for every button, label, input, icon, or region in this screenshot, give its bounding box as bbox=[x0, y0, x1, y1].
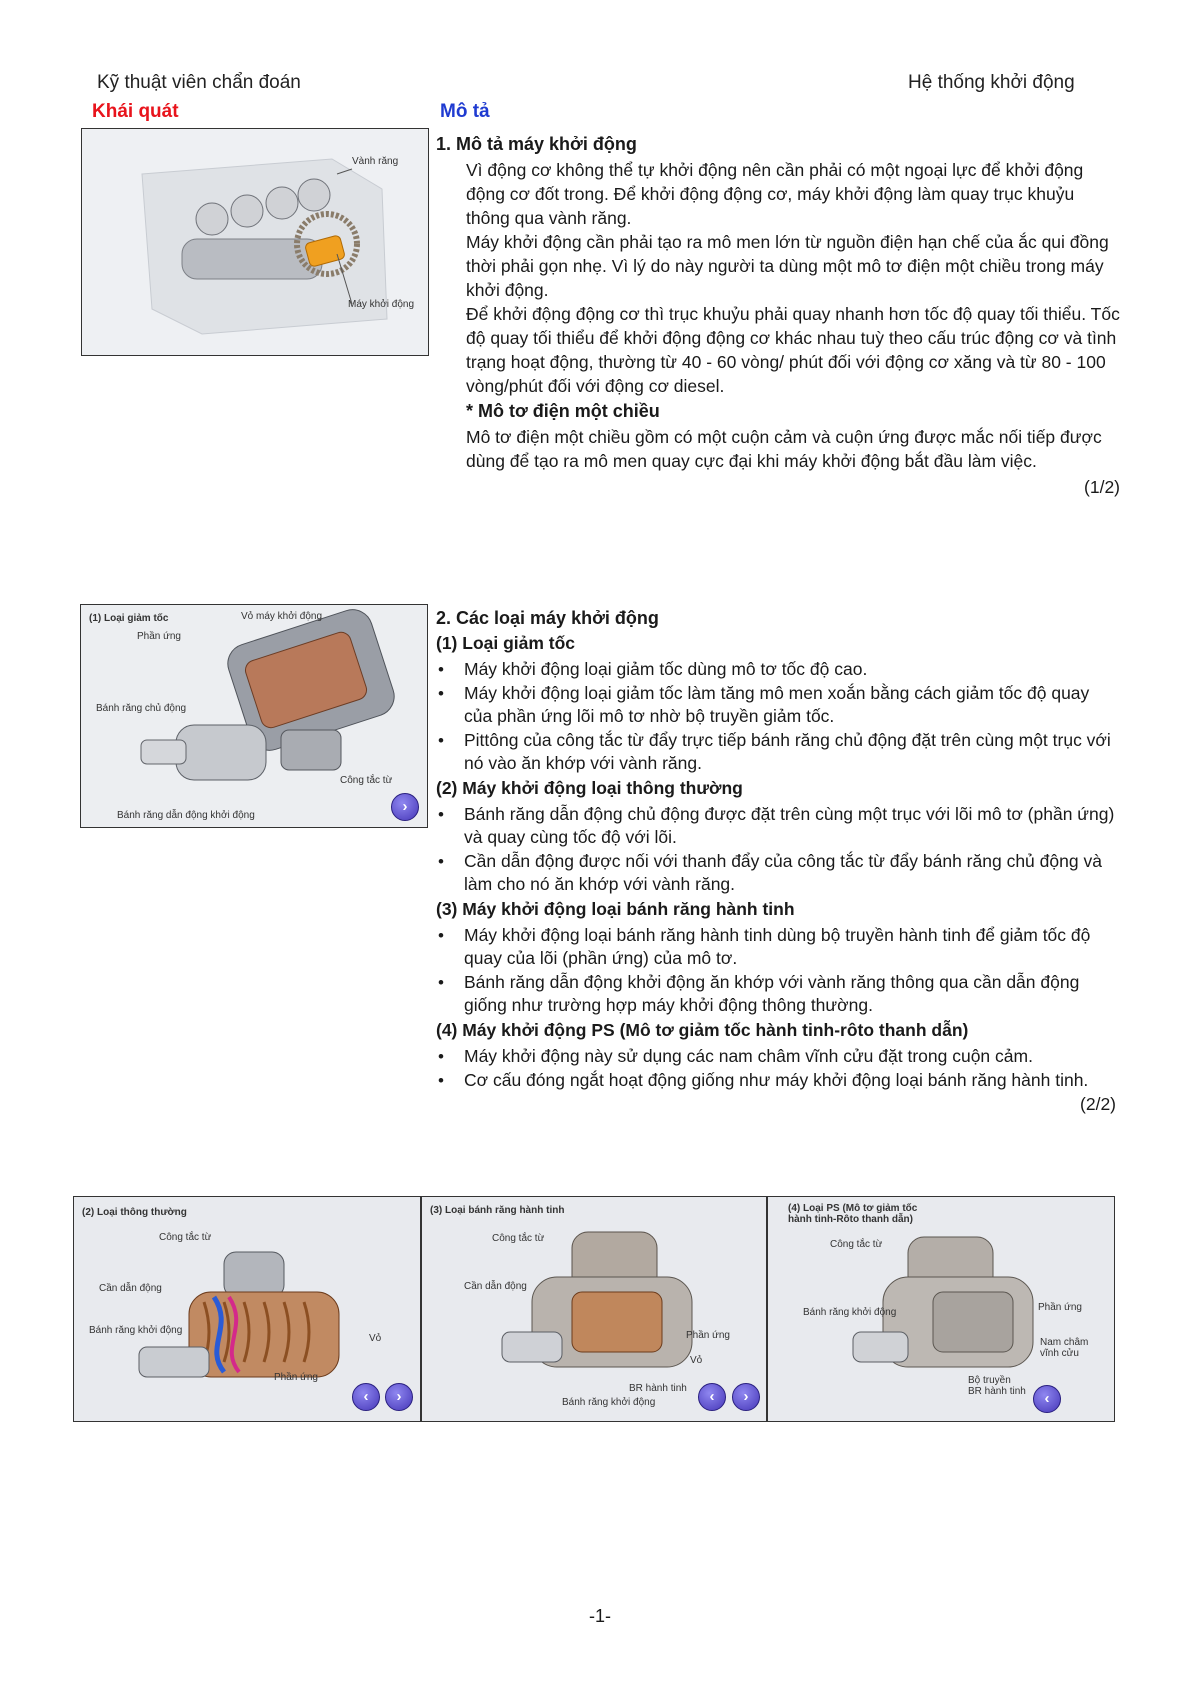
s2-list bbox=[436, 803, 1120, 896]
label-a-switch: Công tắc từ bbox=[159, 1232, 212, 1243]
dc-motor-heading: * Mô tơ điện một chiều bbox=[466, 401, 660, 421]
label-magnetic-switch: Công tắc từ bbox=[340, 775, 393, 786]
section-description-title: Mô tả bbox=[440, 101, 490, 122]
s3-list bbox=[436, 924, 1120, 1017]
label-b-switch: Công tắc từ bbox=[492, 1233, 545, 1244]
label-drive-pinion: Bánh răng chủ động bbox=[96, 703, 187, 714]
list-item: • Bánh răng dẫn động khởi động ăn khớp với vành răng thông qua cần dẫn động giống như trường hợp máy khởi động thông thường. bbox=[436, 971, 1120, 1017]
s4-title: (4) Máy khởi động PS (Mô tơ giảm tốc hành tinh-rôto thanh dẫn) bbox=[436, 1020, 969, 1040]
label-a-shell: Vỏ bbox=[369, 1333, 382, 1344]
dc-motor-text: Mô tơ điện một chiều gồm có một cuộn cảm và cuộn ứng được mắc nối tiếp được dùng để tạo ra mô men quay cực đại khi máy khởi động bắt đầu làm việc. bbox=[466, 427, 1102, 471]
figure2-title: (1) Loại giảm tốc bbox=[89, 613, 169, 624]
part1-paragraph-1: Vì động cơ không thể tự khởi động nên cần phải có một ngoại lực để khởi động động cơ đốt trong. Để khởi động động cơ, máy khởi động làm quay trục khuỷu thông qua vành răng. bbox=[466, 160, 1084, 228]
label-c-planet: Bộ truyền BR hành tinh bbox=[968, 1375, 1026, 1397]
part1-heading: 1. Mô tả máy khởi động bbox=[436, 134, 637, 154]
figure-reduction-starter bbox=[80, 604, 428, 828]
figure-a-prev-button[interactable]: ‹ bbox=[352, 1383, 380, 1411]
label-c-magnet: Nam châm vĩnh cửu bbox=[1040, 1337, 1089, 1359]
figure-c-title: (4) Loại PS (Mô tơ giảm tốc hành tinh-Rôto thanh dẫn) bbox=[788, 1203, 918, 1225]
list-item: • Máy khởi động loại bánh răng hành tinh dùng bộ truyền hành tinh để giảm tốc độ quay của lõi (phần ứng) của mô tơ. bbox=[436, 924, 1120, 970]
list-item: • Máy khởi động này sử dụng các nam châm vĩnh cửu đặt trong cuộn cảm. bbox=[436, 1045, 1120, 1068]
s1-list bbox=[436, 658, 1120, 775]
figure-planetary-starter bbox=[422, 1197, 766, 1421]
part2-block bbox=[436, 608, 1120, 1115]
part1-paragraph-3: Để khởi động động cơ thì trục khuỷu phải quay nhanh hơn tốc độ quay tối thiểu. Tốc độ quay tối thiểu để khởi động động cơ khác nhau tuỳ theo cấu trúc động cơ và tình trạng hoạt động, thường từ 40 - 60 vòng/ phút đối với động cơ xăng và từ 80 - 100 vòng/phút đối với động cơ diesel. bbox=[466, 304, 1120, 396]
label-b-armature: Phần ứng bbox=[686, 1330, 730, 1341]
list-item: • Máy khởi động loại giảm tốc dùng mô tơ tốc độ cao. bbox=[436, 658, 1120, 681]
page-number: -1- bbox=[589, 1606, 611, 1626]
part2-heading: 2. Các loại máy khởi động bbox=[436, 608, 659, 628]
s3-title: (3) Máy khởi động loại bánh răng hành tinh bbox=[436, 899, 795, 919]
reduction-starter-illustration bbox=[81, 605, 427, 827]
list-item: • Pittông của công tắc từ đẩy trực tiếp bánh răng chủ động đặt trên cùng một trục với nó vào ăn khớp với vành răng. bbox=[436, 729, 1120, 775]
label-a-lever: Cần dẫn động bbox=[99, 1283, 162, 1294]
s4-list bbox=[436, 1045, 1120, 1092]
part1-paragraph-2: Máy khởi động cần phải tạo ra mô men lớn từ nguồn điện hạn chế của ắc qui đồng thời phải gọn nhẹ. Vì lý do này người ta dùng một mô tơ điện một chiều trong máy khởi động. bbox=[466, 232, 1109, 300]
section-overview-title: Khái quát bbox=[92, 101, 179, 122]
list-item: • Cơ cấu đóng ngắt hoạt động giống như máy khởi động loại bánh răng hành tinh. bbox=[436, 1069, 1120, 1092]
figure2-next-button[interactable]: › bbox=[391, 793, 419, 821]
label-a-pinion: Bánh răng khởi động bbox=[89, 1325, 183, 1336]
figures-bottom-strip bbox=[73, 1196, 1115, 1422]
figure-b-prev-button[interactable]: ‹ bbox=[698, 1383, 726, 1411]
label-b-shell: Vỏ bbox=[690, 1355, 703, 1366]
page-ref-1: (1/2) bbox=[1084, 477, 1120, 497]
list-item: • Máy khởi động loại giảm tốc làm tăng mô men xoắn bằng cách giảm tốc độ quay của phần ứng lõi mô tơ nhờ bộ truyền giảm tốc. bbox=[436, 682, 1120, 728]
label-c-pinion: Bánh răng khởi động bbox=[803, 1307, 897, 1318]
list-item: • Cần dẫn động được nối với thanh đẩy của công tắc từ đẩy bánh răng chủ động và làm cho nó ăn khớp với vành răng. bbox=[436, 850, 1120, 896]
label-starter: Máy khởi động bbox=[348, 299, 415, 310]
header-left: Kỹ thuật viên chẩn đoán bbox=[97, 72, 301, 93]
figure-ps-starter bbox=[768, 1197, 1114, 1421]
page-ref-2: (2/2) bbox=[1080, 1094, 1116, 1114]
label-housing: Vỏ máy khởi động bbox=[241, 611, 323, 622]
part1-block bbox=[436, 134, 1120, 498]
label-armature: Phần ứng bbox=[137, 631, 181, 642]
label-c-switch: Công tắc từ bbox=[830, 1239, 883, 1250]
figure-a-next-button[interactable]: › bbox=[385, 1383, 413, 1411]
label-ring-gear: Vành răng bbox=[352, 156, 399, 167]
figure-engine-starter bbox=[81, 128, 429, 356]
s2-title: (2) Máy khởi động loại thông thường bbox=[436, 778, 743, 798]
figure-b-next-button[interactable]: › bbox=[732, 1383, 760, 1411]
figure-b-title: (3) Loại bánh răng hành tinh bbox=[430, 1205, 565, 1216]
label-b-lever: Cần dẫn động bbox=[464, 1281, 527, 1292]
label-b-pinion: Bánh răng khởi động bbox=[562, 1397, 656, 1408]
header-right: Hệ thống khởi động bbox=[908, 72, 1075, 93]
label-b-planet: BR hành tinh bbox=[629, 1383, 687, 1394]
figure-a-title: (2) Loại thông thường bbox=[82, 1207, 187, 1218]
label-c-armature: Phần ứng bbox=[1038, 1302, 1082, 1313]
label-starter-pinion: Bánh răng dẫn động khởi động bbox=[117, 810, 255, 821]
figure-c-prev-button[interactable]: ‹ bbox=[1033, 1385, 1061, 1413]
s1-title: (1) Loại giảm tốc bbox=[436, 633, 576, 653]
label-a-armature: Phần ứng bbox=[274, 1372, 318, 1383]
list-item: • Bánh răng dẫn động chủ động được đặt trên cùng một trục với lõi mô tơ (phần ứng) và quay cùng tốc độ với lõi. bbox=[436, 803, 1120, 849]
figure-conventional-starter bbox=[74, 1197, 420, 1421]
